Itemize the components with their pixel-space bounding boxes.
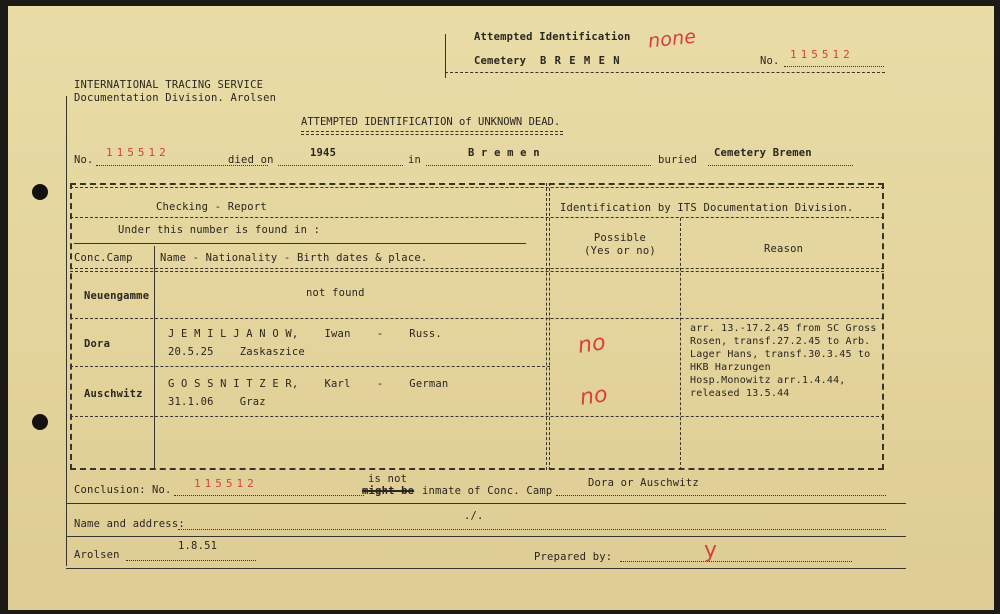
document-title: ATTEMPTED IDENTIFICATION of UNKNOWN DEAD. [301, 116, 561, 128]
table-column-divider [549, 183, 550, 470]
buried-label: buried [658, 154, 698, 166]
table-row-line [70, 271, 884, 272]
table-row-birth: 31.1.06 Graz [168, 396, 266, 408]
header-no-label: No. [760, 55, 780, 67]
footer-date: 1.8.51 [178, 540, 218, 552]
reason-column-header: Reason [764, 243, 804, 255]
conclusion-camp-value: Dora or Auschwitz [588, 477, 699, 489]
name-address-label: Name and address: [74, 518, 185, 530]
inmate-text: inmate of Conc. Camp [422, 485, 553, 497]
fill-line [178, 529, 886, 530]
buried-value: Cemetery Bremen [714, 147, 812, 159]
table-row-camp: Dora [84, 338, 111, 350]
died-no-value: 115512 [106, 146, 170, 159]
table-row-camp: Auschwitz [84, 388, 143, 400]
cemetery-label: Cemetery [474, 55, 527, 67]
fill-line [784, 66, 884, 67]
record-card [8, 6, 994, 610]
title-underline [301, 134, 563, 135]
footer-place: Arolsen [74, 549, 120, 561]
died-no-label: No. [74, 154, 94, 166]
conclusion-no-label: No. [152, 484, 172, 496]
fill-line [174, 495, 364, 496]
table-row-line [70, 318, 884, 319]
table-row-reason: arr. 13.-17.2.45 from SC Gross Rosen, transf.27.2.45 to Arb. Lager Hans, transf.30.3.45 to HKB Harzungen [690, 323, 877, 373]
conclusion-label: Conclusion: [74, 484, 146, 496]
prepared-by-label: Prepared by: [534, 551, 613, 563]
table-column-divider [154, 246, 155, 468]
conclusion-no-value: 115512 [194, 477, 258, 490]
table-column-divider [680, 218, 681, 470]
fill-line [126, 560, 256, 561]
handwritten-none: none [646, 25, 698, 53]
possible-column-header: Possible (Yes or no) [584, 232, 656, 257]
org-name: INTERNATIONAL TRACING SERVICE [74, 79, 264, 91]
header-no-value: 115512 [790, 48, 854, 61]
identification-heading: Identification by ITS Documentation Division. [560, 202, 854, 214]
table-inner-border [70, 187, 884, 188]
camp-column-header: Conc.Camp [74, 252, 133, 264]
name-address-value: ./. [464, 510, 484, 522]
fill-line [278, 165, 403, 166]
prepared-by-initials: y [704, 538, 718, 563]
table-row-line [70, 416, 884, 417]
fill-line [620, 561, 852, 562]
attempted-identification-label: Attempted Identification [474, 31, 631, 43]
fill-line [556, 495, 886, 496]
table-column-divider [546, 183, 547, 470]
table-row-camp: Neuengamme [84, 290, 150, 302]
table-row-name: J E M I L J A N O W, Iwan - Russ. [168, 328, 442, 340]
punch-hole [32, 184, 48, 200]
found-in-label: Under this number is found in : [118, 224, 321, 236]
org-division: Documentation Division. Arolsen [74, 92, 277, 104]
table-row-birth: 20.5.25 Zaskaszice [168, 346, 305, 358]
table-row-name: not found [306, 287, 365, 299]
title-underline [301, 131, 563, 132]
left-margin-line [66, 96, 67, 566]
header-box-border [445, 72, 885, 73]
table-row-line [70, 217, 884, 218]
table-row-name: G O S S N I T Z E R, Karl - German [168, 378, 449, 390]
in-label: in [408, 154, 422, 166]
fill-line [708, 165, 853, 166]
table-row-line [70, 366, 550, 367]
is-not-text: is not [368, 473, 408, 485]
table-row-reason: Hosp.Monowitz arr.1.4.44, released 13.5.44 [690, 375, 846, 399]
row-possible-answer: no [578, 382, 610, 411]
punch-hole [32, 414, 48, 430]
section-line [66, 536, 906, 537]
cemetery-value: B R E M E N [540, 55, 621, 67]
row-possible-answer: no [576, 330, 608, 359]
section-line [66, 568, 906, 569]
name-column-header: Name - Nationality - Birth dates & place. [160, 252, 428, 264]
died-on-value: 1945 [310, 147, 337, 159]
section-line [66, 503, 906, 504]
struck-might-be: might be [362, 485, 415, 497]
fill-line [426, 165, 651, 166]
table-row-line [70, 268, 884, 269]
died-on-label: died on [228, 154, 274, 166]
table-row-line [74, 243, 526, 244]
in-value: B r e m e n [468, 147, 540, 159]
checking-report-heading: Checking - Report [156, 201, 267, 213]
